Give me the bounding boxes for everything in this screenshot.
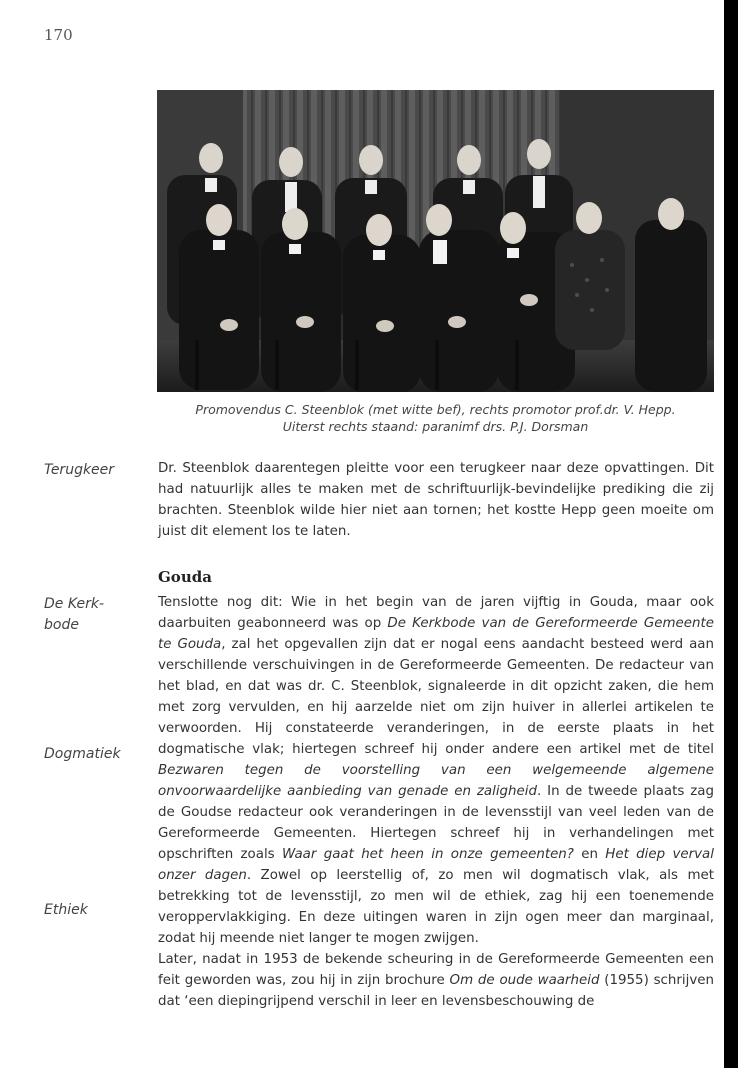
paragraph-1-text: Dr. Steenblok daarentegen pleitte voor een terugkeer naar deze opvattingen. Dit had natuurlijk alles te maken met de schriftuurlijk-bevindelijke prediking die zij brachten. Steenblok wilde hier niet aan tornen; het kostte Hepp geen moeite om juist dit element los te laten. [158,461,714,539]
paragraph-2-run-1: Tenslotte nog dit: Wie in het begin van de jaren vijftig in Gouda, maar ook daarbuiten geabonneerd was op [158,595,714,631]
paragraph-terugkeer [158,458,714,542]
group-photo-illustration [157,90,714,392]
page-edge-bar [724,0,738,1068]
paragraph-gouda [158,592,714,1012]
paragraph-2-run-5: . Zowel op leerstellig of, zo men wil dogmatisch vlak, als met betrekking tot de levensstijl, zo men wil de ethiek, zag hij een toenemende veroppervlakkiging. En deze uitingen waren in zijn ogen meer dan marginaal, zodat hij meende niet langer te mogen zwijgen. [158,868,714,946]
brochure-title: Om de oude waarheid [449,973,600,988]
article-title-bezwaren: Bezwaren tegen de voorstelling van een welgemeende algemene onvoorwaardelijke aanbieding van genade en zaligheid [158,763,714,799]
margin-note-dogmatiek: Dogmatiek [44,746,121,762]
margin-note-kerkbode [44,594,152,636]
kerkbode-title: De Kerkbode van de Gereformeerde Gemeente te Gouda [158,616,714,652]
paragraph-2-run-2: , zal het opgevallen zijn dat er nogal eens aandacht besteed werd aan verschillende verschuivingen in de Gereformeerde Gemeenten. De redacteur van het blad, en dat was dr. C. Steenblok, signaleerde in dit opzicht zaken, die hem met zorg vervulden, en hij aarzelde niet om zijn huiver in allerlei artikelen te verwoorden. Hij constateerde veranderingen, in de eerste plaats in het dogmatische vlak; hiertegen schreef hij onder andere een artikel met de titel [158,637,714,757]
caption-line-2: Uiterst rechts staand: paranimf drs. P.J. Dorsman [282,419,589,434]
group-photo [157,90,714,392]
margin-note-terugkeer: Terugkeer [44,462,115,478]
margin-note-kerkbode-line-1: De Kerk- [44,596,105,612]
section-heading-gouda: Gouda [158,568,212,586]
margin-note-ethiek: Ethiek [44,902,88,918]
photo-caption [157,401,714,435]
article-title-diep-verval: Het diep verval onzer dagen [158,847,714,883]
paragraph-2-run-3: . In de tweede plaats zag de Goudse redacteur ook veranderingen in de levensstijl van veel leden van de Gereformeerde Gemeenten. Hiertegen schreef hij in verhandelingen met opschriften zoals [158,784,714,862]
page-number: 170 [44,26,73,44]
paragraph-2-run-4: en [573,847,606,862]
article-title-waar-gaat: Waar gaat het heen in onze gemeenten? [281,847,574,862]
paragraph-3-run-2: (1955) schrijven dat ‘een diepingrijpend verschil in leer en levensbeschouwing de [158,973,715,1009]
paragraph-3-text [158,949,714,1012]
paragraph-3-run-1: Later, nadat in 1953 de bekende scheuring in de Gereformeerde Gemeenten een feit geworden was, zou hij in zijn brochure [158,952,714,988]
margin-note-kerkbode-line-2: bode [44,617,79,633]
caption-line-1: Promovendus C. Steenblok (met witte bef), rechts promotor prof.dr. V. Hepp. [195,402,676,417]
paragraph-2-text [158,592,714,949]
